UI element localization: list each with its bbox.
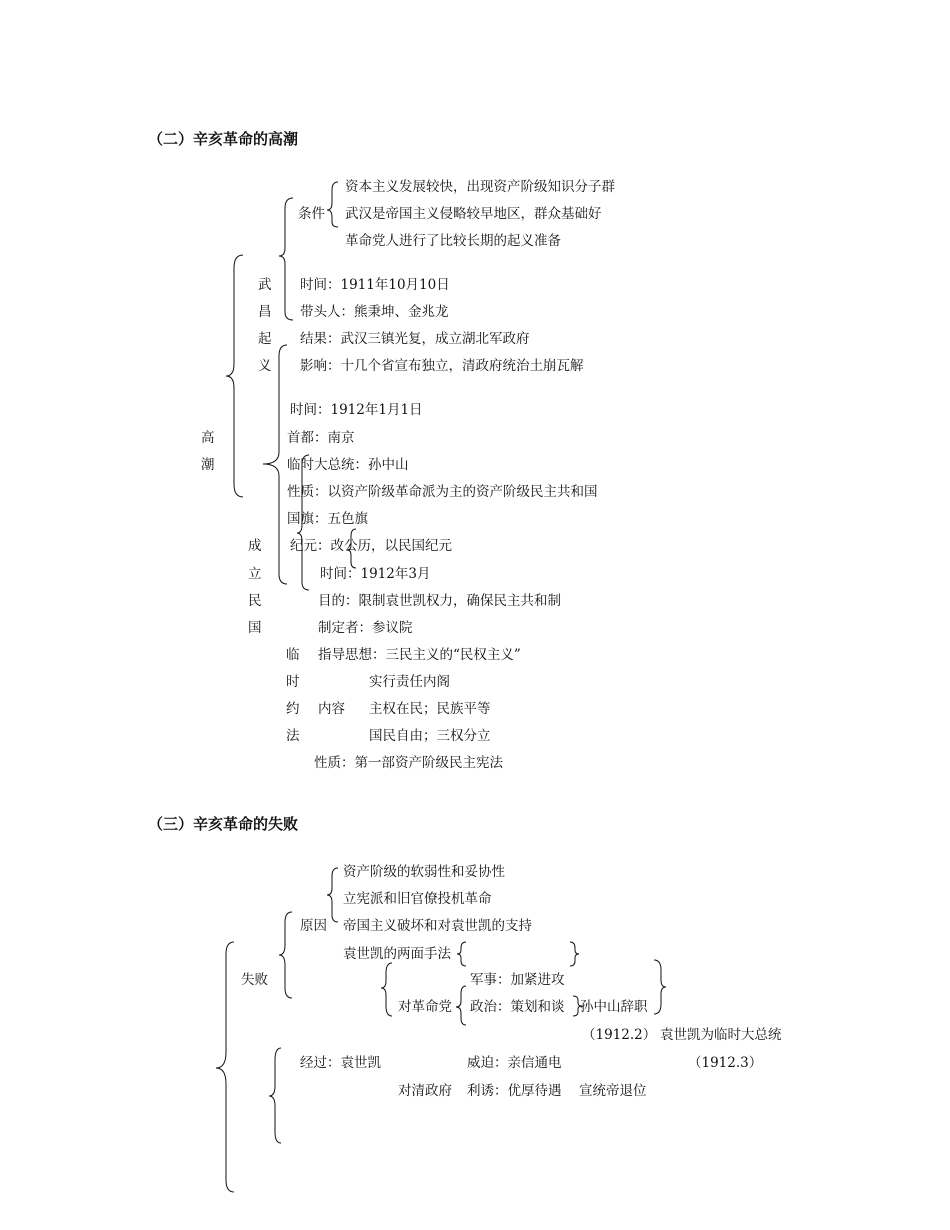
constitution-ideology: 指导思想：三民主义的“民权主义”: [318, 647, 521, 663]
sun-resigns: 孙中山辞职: [580, 999, 648, 1015]
military: 军事：加紧进攻: [470, 972, 565, 988]
brace-causes: [327, 868, 338, 922]
constitution-time: 时间：1912年3月: [320, 566, 431, 582]
republic-flag: 国旗：五色旗: [287, 511, 368, 527]
condition-label: 条件: [298, 206, 325, 222]
constitution-content-label: 内容: [318, 701, 345, 717]
constitution-purpose: 目的：限制袁世凯权力，确保民主共和制: [318, 593, 561, 609]
cause-3: 帝国主义破坏和对袁世凯的支持: [343, 918, 532, 934]
constitution-c4: 法: [286, 728, 300, 744]
republic-nature: 性质：以资产阶级革命派为主的资产阶级民主共和国: [287, 484, 598, 500]
coerce: 威迫：亲信通电: [467, 1055, 562, 1071]
republic-c1: 成: [248, 538, 262, 554]
brace-big-right: [654, 960, 666, 1014]
republic-president: 临时大总统：孙中山: [287, 457, 409, 473]
brace-revolutionaries: [381, 963, 392, 1016]
wuchang-time: 时间：1911年10月10日: [300, 277, 450, 293]
wuchang-leaders: 带头人：熊秉坤、金兆龙: [300, 304, 449, 320]
section2-heading: （二）辛亥革命的高潮: [148, 130, 299, 148]
republic-time: 时间：1912年1月1日: [290, 402, 423, 418]
date-1912-2: （1912.2）: [582, 1027, 657, 1043]
cause-label: 原因: [300, 918, 327, 934]
political: 政治：策划和谈: [470, 999, 565, 1015]
cause-2: 立宪派和旧官僚投机革命: [343, 891, 492, 907]
republic-calendar: 纪元：改公历，以民国纪元: [290, 538, 452, 554]
brace-republic: [263, 345, 287, 584]
root-shibai: 失败: [241, 972, 268, 988]
condition-3: 革命党人进行了比较长期的起义准备: [345, 233, 561, 249]
wuchang-c1: 武: [258, 277, 272, 293]
brace-cause-outer: [279, 912, 292, 998]
brace-mil-pol: [456, 986, 466, 1025]
constitution-c3: 约: [286, 701, 300, 717]
republic-capital: 首都：南京: [287, 430, 355, 446]
brace-tactics-left: [457, 942, 466, 966]
republic-c4: 国: [248, 620, 262, 636]
yuan-tactics: 袁世凯的两面手法: [343, 946, 451, 962]
condition-1: 资本主义发展较快，出现资产阶级知识分子群: [345, 179, 615, 195]
constitution-c1: 临: [286, 647, 300, 663]
yuan-president: 袁世凯为临时大总统: [660, 1027, 782, 1043]
to-revolutionaries: 对革命党: [398, 999, 452, 1015]
cause-1: 资产阶级的软弱性和妥协性: [343, 864, 505, 880]
wuchang-c4: 义: [258, 358, 272, 374]
brace-wuchang: [279, 198, 293, 320]
lure: 利诱：优厚待遇: [467, 1083, 562, 1099]
brace-tactics-right: [570, 942, 579, 966]
wuchang-result: 结果：武汉三镇光复，成立湖北军政府: [300, 331, 530, 347]
abdication: 宣统帝退位: [579, 1083, 647, 1099]
constitution-nature: 性质：第一部资产阶级民主宪法: [314, 755, 503, 771]
constitution-c2: 时: [286, 674, 300, 690]
constitution-content-3: 国民自由；三权分立: [369, 728, 491, 744]
section3-heading: （三）辛亥革命的失败: [148, 815, 299, 833]
constitution-content-1: 实行责任内阁: [369, 674, 450, 690]
root-gaochao-c1: 高: [201, 430, 215, 446]
brace-gaochao: [226, 255, 243, 497]
republic-c2: 立: [248, 566, 262, 582]
root-gaochao-c2: 潮: [201, 457, 215, 473]
constitution-maker: 制定者：参议院: [318, 620, 413, 636]
republic-c3: 民: [248, 593, 262, 609]
wuchang-c3: 起: [258, 331, 272, 347]
to-qing: 对清政府: [398, 1083, 452, 1099]
condition-2: 武汉是帝国主义侵略较早地区，群众基础好: [345, 206, 602, 222]
process: 经过：袁世凯: [300, 1055, 381, 1071]
wuchang-c2: 昌: [258, 304, 272, 320]
date-1912-3: （1912.3）: [688, 1055, 763, 1071]
wuchang-impact: 影响：十几个省宣布独立，清政府统治土崩瓦解: [300, 358, 584, 374]
brace-process: [269, 1048, 281, 1143]
brace-shibai: [216, 942, 234, 1192]
brace-conditions: [327, 182, 338, 227]
constitution-content-2: 主权在民；民族平等: [369, 701, 491, 717]
